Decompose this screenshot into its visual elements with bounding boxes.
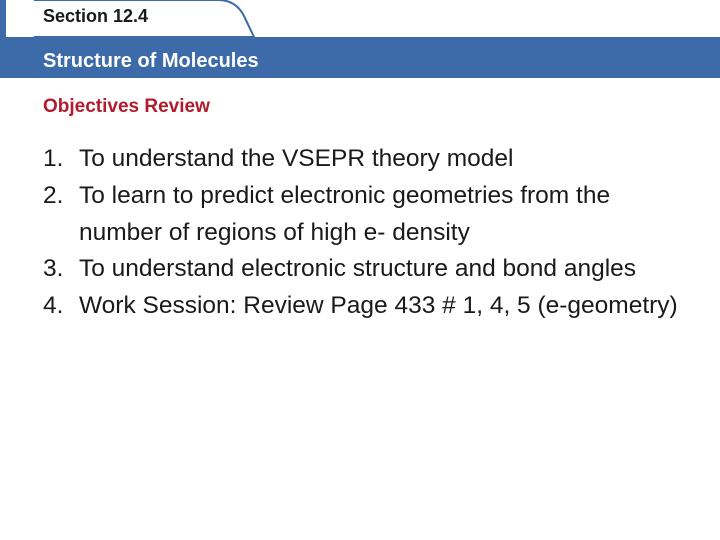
objectives-list — [43, 141, 683, 325]
list-item-text: To understand the VSEPR theory model — [79, 145, 514, 172]
list-item-number: 2. — [43, 181, 64, 209]
list-item-text: Work Session: Review Page 433 # 1, 4, 5 (e-geometry) — [79, 292, 678, 320]
list-item — [43, 178, 683, 252]
list-item-text: To understand electronic structure and bond angles — [79, 255, 637, 283]
list-item-number: 4. — [43, 292, 64, 320]
list-item — [43, 141, 683, 178]
list-item-number: 3. — [43, 255, 64, 283]
list-item-number: 1. — [43, 145, 64, 172]
section-label: Section 12.4 — [43, 6, 149, 26]
list-item — [43, 251, 683, 288]
slide-heading: Objectives Review — [43, 96, 210, 117]
chapter-title: Structure of Molecules — [43, 50, 259, 72]
list-item — [43, 288, 683, 325]
list-item-text: To learn to predict electronic geometries from the number of regions of high e- density — [79, 181, 611, 246]
